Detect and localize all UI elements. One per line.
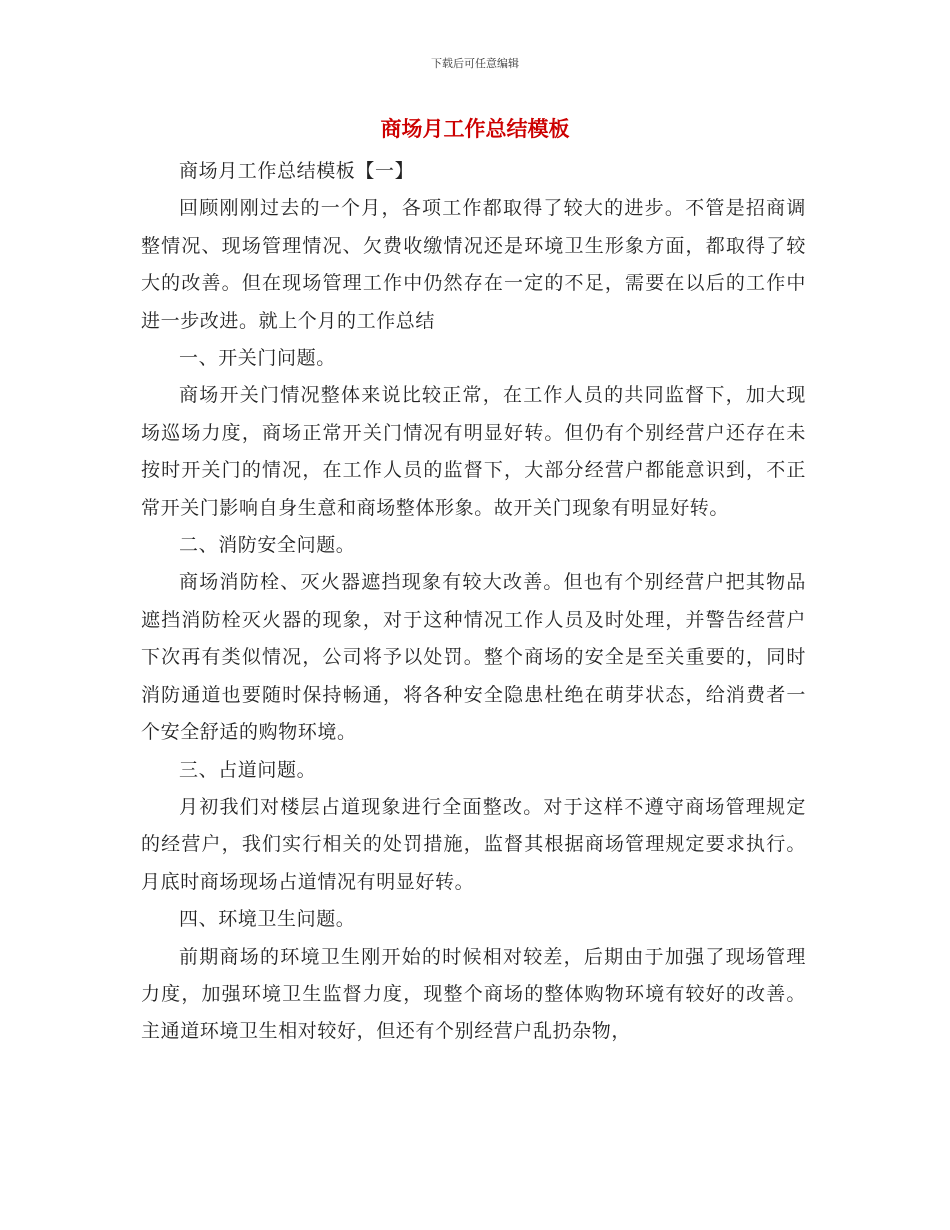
paragraph-aisle-occupation: 月初我们对楼层占道现象进行全面整改。对于这样不遵守商场管理规定的经营户，我们实行相关的处罚措施，监督其根据商场管理规定要求执行。月底时商场现场占道情况有明显好转。 bbox=[141, 795, 806, 893]
document-title: 商场月工作总结模板 bbox=[380, 117, 570, 141]
section-heading-4: 四、环境卫生问题。 bbox=[179, 908, 356, 931]
section-heading-1: 一、开关门问题。 bbox=[179, 347, 336, 370]
document-body bbox=[141, 153, 806, 1051]
header-note: 下载后可任意编辑 bbox=[431, 57, 519, 70]
paragraph-sanitation: 前期商场的环境卫生刚开始的时候相对较差，后期由于加强了现场管理力度，加强环境卫生监督力度，现整个商场的整体购物环境有较好的改善。主通道环境卫生相对较好，但还有个别经营户乱扔杂物， bbox=[141, 945, 806, 1043]
section-subtitle: 商场月工作总结模板【一】 bbox=[179, 160, 415, 182]
paragraph-intro: 回顾刚刚过去的一个月，各项工作都取得了较大的进步。不管是招商调整情况、现场管理情况、欠费收缴情况还是环境卫生形象方面，都取得了较大的改善。但在现场管理工作中仍然存在一定的不足，需要在以后的工作中进一步改进。就上个月的工作总结 bbox=[141, 197, 806, 332]
paragraph-fire-safety: 商场消防栓、灭火器遮挡现象有较大改善。但也有个别经营户把其物品遮挡消防栓灭火器的现象，对于这种情况工作人员及时处理，并警告经营户下次再有类似情况，公司将予以处罚。整个商场的安全是至关重要的，同时消防通道也要随时保持畅通，将各种安全隐患杜绝在萌芽状态，给消费者一个安全舒适的购物环境。 bbox=[141, 571, 806, 744]
section-heading-2: 二、消防安全问题。 bbox=[179, 534, 356, 557]
section-heading-3: 三、占道问题。 bbox=[179, 758, 317, 781]
paragraph-door-issue: 商场开关门情况整体来说比较正常，在工作人员的共同监督下，加大现场巡场力度，商场正常开关门情况有明显好转。但仍有个别经营户还存在未按时开关门的情况，在工作人员的监督下，大部分经营户都能意识到，不正常开关门影响自身生意和商场整体形象。故开关门现象有明显好转。 bbox=[141, 384, 806, 519]
